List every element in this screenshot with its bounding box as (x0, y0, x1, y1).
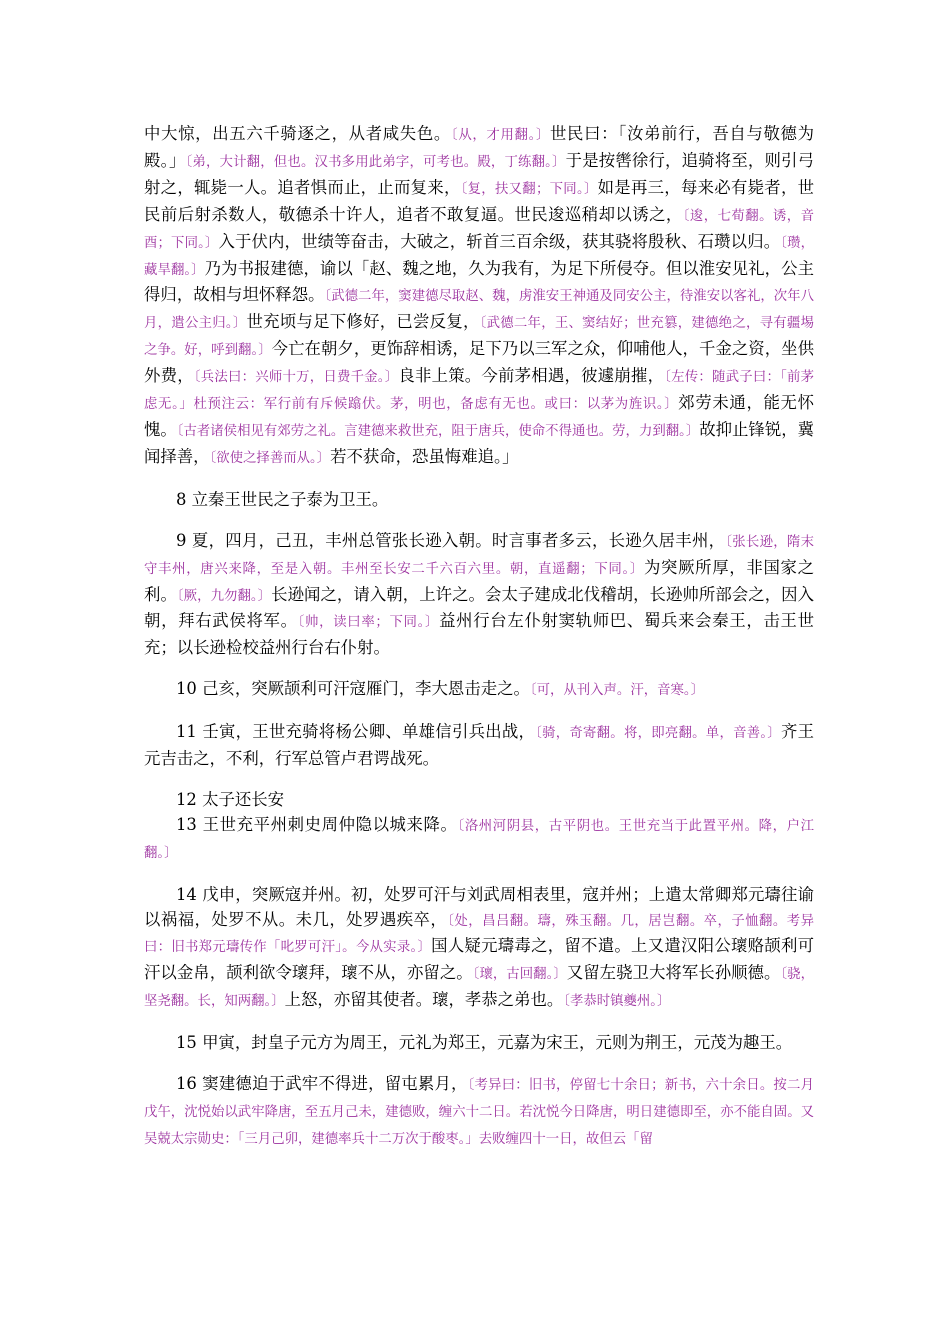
annotation-note: 〔瓌，古回翻。〕 (472, 967, 567, 983)
main-text: 郊劳未通，能无怀愧。 (144, 393, 814, 439)
main-text: 长逊闻之，请入朝，上许之。会太子建成北伐稽胡，长逊帅所部会之，因入朝，拜右武侯将军。 (144, 584, 814, 631)
annotation-note: 〔逡，七荀翻。诱，音酉；下同。〕 (144, 208, 814, 251)
main-text: 若不获命，恐虽悔难追。」 (330, 446, 519, 466)
main-text: 12 太子还长安 (176, 789, 285, 809)
paragraph-p-cont (144, 122, 814, 472)
paragraph-p-11 (144, 720, 814, 772)
annotation-note: 〔处，昌吕翻。璹，殊玉翻。几，居岂翻。卒，子恤翻。考异曰：旧书郑元璹传作「叱罗可汗」。今从实录。〕 (144, 913, 814, 956)
main-text: 良非上策。今前茅相遇，彼遽崩摧， (398, 366, 665, 386)
paragraph-p-8 (144, 488, 814, 513)
paragraph-p-13 (144, 813, 814, 867)
annotation-note: 〔可，从刊入声。汗，音寒。〕 (529, 683, 704, 699)
main-text: 14 戊申，突厥寇并州。初，处罗可汗与刘武周相表里，寇并州；上遣太常卿郑元璹往谕以祸福，处罗不从。未几，处罗遇疾卒， (144, 884, 814, 929)
annotation-note: 〔骁，坚尧翻。长，知两翻。〕 (144, 967, 814, 1010)
main-text: 世民曰：「汝弟前行，吾自与敬德为殿。」 (144, 124, 814, 170)
paragraph-p-16 (144, 1072, 814, 1153)
annotation-note: 〔兵法曰：兴师十万，日费千金。〕 (193, 370, 399, 386)
main-text: 13 王世充平州刺史周仲隐以城来降。 (176, 814, 458, 834)
main-text: 又留左骁卫大将军长孙顺德。 (566, 963, 781, 983)
paragraph-p-12 (144, 788, 814, 813)
annotation-note: 〔张长逊，隋末守丰州，唐兴来降，至是入朝。丰州至长安二千六百六里。朝，直遥翻；下同。〕 (144, 534, 814, 577)
annotation-note: 〔瓒，藏旱翻。〕 (144, 235, 814, 278)
main-text: 益州行台左仆射窦轨师巴、蜀兵来会秦王，击王世充；以长逊检校益州行台右仆射。 (144, 611, 815, 658)
main-text: 入于伏内，世绩等奋击，大破之，斩首三百余级，获其骁将殷秋、石瓒以归。 (218, 231, 781, 251)
annotation-note: 〔帅，读曰率；下同。〕 (297, 615, 440, 631)
main-text: 世充顷与足下修好，已尝反复， (246, 312, 480, 332)
annotation-note: 〔洛州河阴县，古平阴也。王世充当于此置平州。降，户江翻。〕 (144, 818, 814, 861)
main-text: 9 夏，四月，己丑，丰州总管张长逊入朝。时言事者多云，长逊久居丰州， (176, 530, 726, 550)
annotation-note: 〔从，才用翻。〕 (450, 128, 550, 143)
paragraph-p-14 (144, 883, 814, 1016)
annotation-note: 〔厥，九勿翻。〕 (176, 588, 272, 604)
main-text: 故抑止锋锐，冀闻择善， (144, 419, 814, 466)
annotation-note: 〔考异曰：旧书，停留七十余日；新书，六十余日。按二月戊午，沈悦始以武牢降唐，至五月己未，建德败，缠六十二日。若沈悦今日降唐，明日建德即至，亦不能自固。又吴兢太宗勋史：「三月己卯，建德率兵十二万次于酸枣。」去败缠四十一日，故但云「留 (144, 1078, 814, 1147)
annotation-note: 〔古者诸侯相见有郊劳之礼。言建德来救世充，阻于唐兵，使命不得通也。劳，力到翻。〕 (176, 423, 700, 439)
annotation-note: 〔欲使之择善而从。〕 (209, 450, 331, 466)
main-text: 8 立秦王世民之子泰为卫王。 (176, 489, 389, 509)
main-text: 15 甲寅，封皇子元方为周王，元礼为郑王，元嘉为宋王，元则为荆王，元茂为趣王。 (176, 1033, 793, 1053)
main-text: 国人疑元璹毒之，留不遣。上又遣汉阳公瓌赂颉利可汗以金帛，颉利欲令瓌拜，瓌不从，亦留之。 (144, 936, 814, 983)
annotation-note: 〔左传：随武子曰：「前茅虑无。」杜预注云：军行前有斥候蹹伏。茅，明也，备虑有无也。或曰：以茅为旌识。〕 (144, 370, 814, 413)
main-text: 11 壬寅，王世充骑将杨公卿、单雄信引兵出战， (176, 722, 536, 742)
main-text: 于是按辔徐行，追骑将至，则引弓射之，辄毙一人。追者惧而止，止而复来， (144, 150, 814, 197)
main-text: 今亡在朝夕，更饰辞相诱，足下乃以三军之众，仰哺他人，千金之资，坐供外费， (144, 339, 814, 386)
main-text: 为突厥所厚，非国家之利。 (144, 557, 814, 604)
annotation-note: 〔武德二年，窦建德尽取赵、魏，虏淮安王神通及同安公主，待淮安以客礼，次年八月，遣公主归。〕 (144, 289, 814, 332)
paragraph-p-10 (144, 677, 814, 704)
paragraph-p-15 (144, 1031, 814, 1056)
main-text: 齐王元吉击之，不利，行军总管卢君谔战死。 (144, 722, 814, 769)
main-text: 10 己亥，突厥颉利可汗寇雁门，李大恩击走之。 (176, 679, 530, 699)
paragraph-p-9 (144, 529, 814, 662)
annotation-note: 〔弟，大计翻，但也。汉书多用此弟字，可考也。殿，丁练翻。〕 (185, 154, 566, 170)
main-text: 上怒，亦留其使者。瓌，孝恭之弟也。 (284, 990, 564, 1010)
main-text: 16 窦建德迫于武牢不得进，留屯累月， (176, 1074, 468, 1094)
main-text: 如是再三，每来必有毙者，世民前后射杀数人，敬德杀十许人，追者不敢复逼。世民逡巡稍却以诱之， (144, 177, 814, 224)
annotation-note: 〔武德二年，王、窦结好；世充篡，建德绝之，寻有疆埸之争。好，呼到翻。〕 (144, 316, 814, 359)
main-text: 中大惊，出五六千骑逐之，从者咸失色。 (144, 124, 451, 143)
main-text: 乃为书报建德，谕以「赵、魏之地，久为我有，为足下所侵夺。但以淮安见礼，公主得归，故相与坦怀释怨。 (144, 258, 814, 305)
annotation-note: 〔复，扶又翻；下同。〕 (460, 181, 598, 197)
document-page (144, 122, 814, 1169)
annotation-note: 〔骑，奇寄翻。将，即亮翻。单，音善。〕 (535, 726, 781, 742)
annotation-note: 〔孝恭时镇夔州。〕 (563, 994, 671, 1010)
